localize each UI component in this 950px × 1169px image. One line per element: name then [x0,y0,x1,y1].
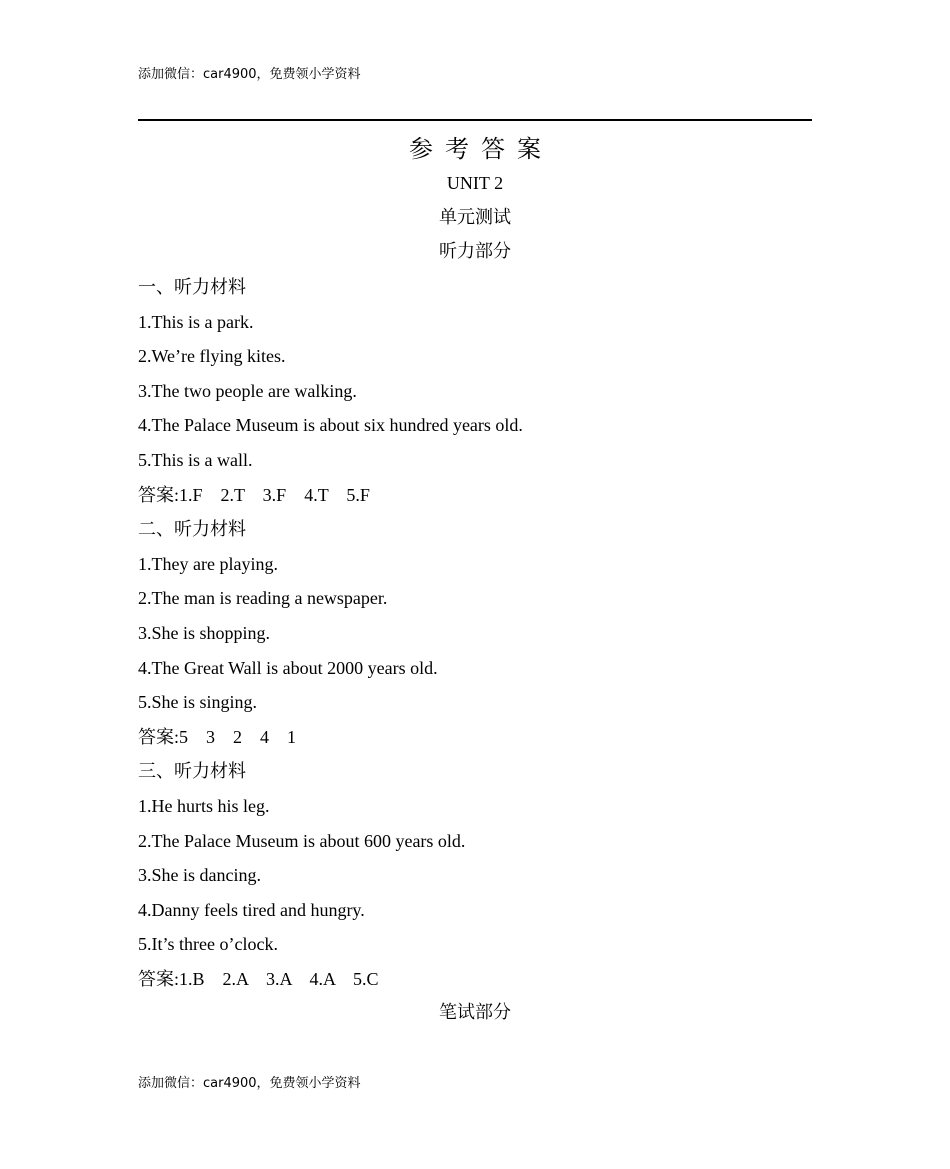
list-item: 5.She is singing. [138,692,258,713]
list-item: 3.The two people are walking. [138,380,357,401]
section-heading: 二、听力材料 [138,519,246,540]
header-watermark-note: 添加微信：car4900，免费领小学资料 [138,67,361,82]
list-item: 4.Danny feels tired and hungry. [138,899,365,920]
answer-content [138,275,812,1001]
page-title: 参考答案 [409,135,553,163]
section-two [138,517,812,759]
list-item: 4.The Palace Museum is about six hundred years old. [138,415,523,436]
list-item: 1.They are playing. [138,553,278,574]
answer-line: 答案:1.B 2.A 3.A 4.A 5.C [138,968,379,989]
footer-watermark-note: 添加微信：car4900，免费领小学资料 [138,1076,361,1091]
header-divider [138,119,812,121]
list-item: 2.The man is reading a newspaper. [138,588,388,609]
section-heading: 一、听力材料 [138,277,246,297]
section-heading: 三、听力材料 [138,761,246,782]
answer-line: 答案:5 3 2 4 1 [138,726,297,747]
test-subtitle: 单元测试 [439,207,511,228]
list-item: 3.She is dancing. [138,865,261,886]
list-item: 3.She is shopping. [138,622,271,643]
list-item: 1.He hurts his leg. [138,795,270,816]
list-item: 5.It’s three o’clock. [138,934,278,955]
writing-heading: 笔试部分 [439,1002,511,1023]
list-item: 2.The Palace Museum is about 600 years old. [138,830,466,851]
list-item: 4.The Great Wall is about 2000 years old. [138,657,438,678]
unit-label: UNIT 2 [446,173,504,193]
listening-heading: 听力部分 [439,241,511,262]
answer-line: 答案:1.F 2.T 3.F 4.T 5.F [138,484,370,505]
list-item: 5.This is a wall. [138,449,253,470]
list-item: 2.We’re flying kites. [138,346,286,367]
section-three [138,759,812,1001]
section-one [138,275,812,517]
list-item: 1.This is a park. [138,311,254,332]
